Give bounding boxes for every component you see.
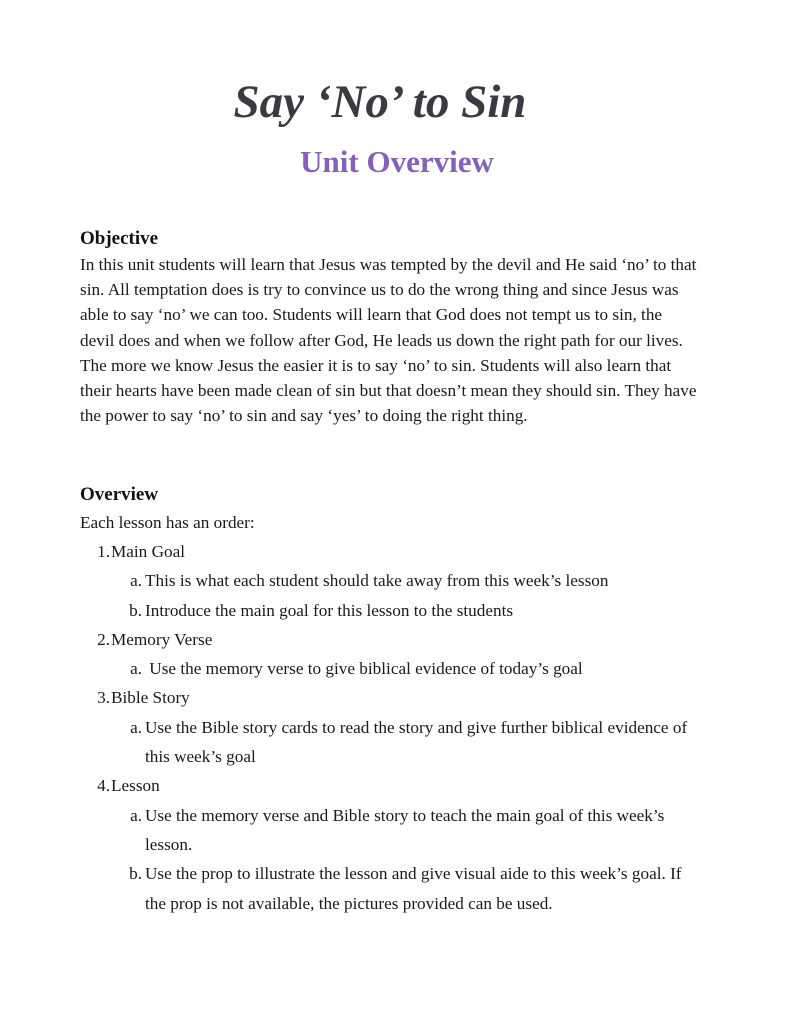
objective-body: In this unit students will learn that Jesus was tempted by the devil and He said ‘no’ to that sin. All temptation does is try to convince us to do the wrong thing and since Jesus was able to say ‘no’ we can too. Students will learn that God does not tempt us to sin, the devil does and when we follow after God, He leads us down the right path for our lives. The more we know Jesus the easier it is to say ‘no’ to sin. Students will also learn that their hearts have been made clean of sin but that doesn’t mean they should sin. They have the power to say ‘no’ to sin and say ‘yes’ to doing the right thing. bbox=[80, 255, 697, 426]
list-item-number: 1. bbox=[97, 542, 110, 561]
objective-heading: Objective bbox=[80, 228, 159, 249]
sub-list-item-text: Introduce the main goal for this lesson to the students bbox=[145, 600, 514, 620]
list-item-label: Lesson bbox=[111, 776, 160, 796]
list-item-label: Bible Story bbox=[111, 688, 190, 708]
sub-list-item-letter: a. bbox=[130, 717, 142, 737]
sub-list-item bbox=[124, 859, 700, 918]
sub-list-item bbox=[124, 596, 700, 625]
list-item-number: 4. bbox=[97, 776, 110, 796]
sub-list-item-text: This is what each student should take away from this week’s lesson bbox=[145, 571, 609, 591]
sub-list-item-text: Use the memory verse to give biblical evidence of today’s goal bbox=[145, 659, 583, 679]
sub-list-item bbox=[124, 566, 700, 595]
sub-list-item-text: Use the memory verse and Bible story to teach the main goal of this week’s lesson. bbox=[145, 805, 665, 854]
sub-list-item-text: Use the Bible story cards to read the story and give further biblical evidence of this week’s goal bbox=[145, 717, 688, 767]
sub-list-item bbox=[124, 654, 700, 683]
sub-list-item-letter: b. bbox=[129, 600, 142, 620]
sub-list-item-letter: a. bbox=[130, 805, 142, 825]
list-item bbox=[80, 771, 700, 917]
sub-list-item-letter: a. bbox=[130, 659, 142, 679]
sub-list-item-letter: b. bbox=[129, 864, 142, 884]
overview-intro: Each lesson has an order: bbox=[80, 513, 255, 532]
sub-list bbox=[80, 713, 700, 772]
sub-list-item-text: Use the prop to illustrate the lesson and give visual aide to this week’s goal. If the prop is not available, the pictures provided can be used. bbox=[145, 864, 682, 913]
objective-section bbox=[80, 226, 700, 428]
overview-heading: Overview bbox=[80, 484, 159, 505]
list-item bbox=[80, 625, 700, 684]
list-item-number: 2. bbox=[97, 629, 110, 649]
list-item-label: Memory Verse bbox=[111, 629, 213, 649]
list-item-number: 3. bbox=[97, 688, 110, 708]
sub-list-item bbox=[124, 801, 700, 860]
page-title: Say ‘No’ to Sin bbox=[233, 76, 527, 128]
sub-list bbox=[80, 654, 700, 683]
sub-list bbox=[80, 566, 700, 625]
overview-section bbox=[80, 482, 700, 918]
page-subtitle: Unit Overview bbox=[300, 144, 494, 179]
sub-list bbox=[80, 801, 700, 918]
list-item bbox=[80, 683, 700, 771]
lesson-order-list bbox=[80, 537, 700, 918]
list-item-label: Main Goal bbox=[111, 542, 185, 561]
sub-list-item bbox=[124, 713, 700, 772]
list-item bbox=[80, 537, 700, 625]
sub-list-item-letter: a. bbox=[130, 571, 142, 591]
